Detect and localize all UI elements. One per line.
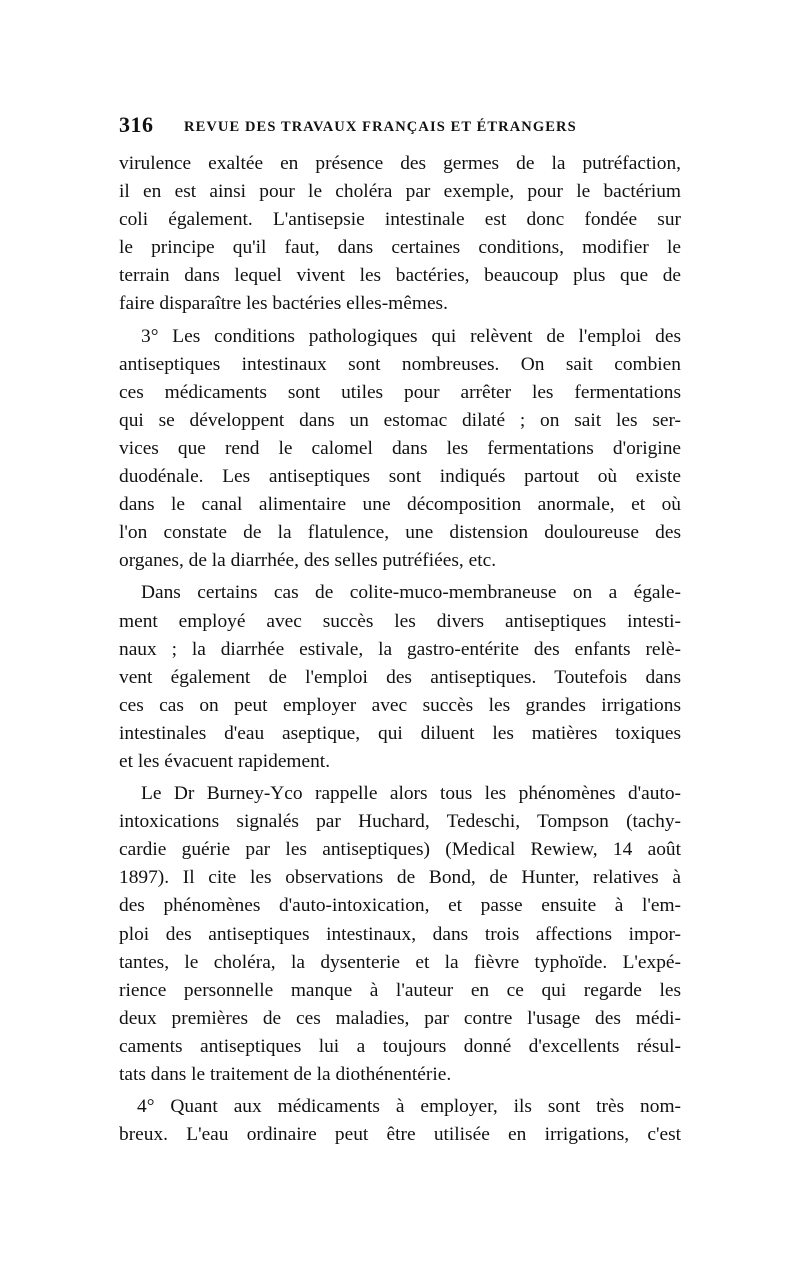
text-line: l'on constate de la flatulence, une distension douloureuse des — [119, 522, 681, 544]
paragraph-auto-intoxication — [119, 780, 681, 1089]
paragraph-colitis — [119, 579, 681, 776]
body-text — [119, 150, 681, 1153]
text-line: 1897). Il cite les observations de Bond, de Hunter, relatives à — [119, 867, 681, 889]
text-line: dans le canal alimentaire une décomposition anormale, et où — [119, 494, 681, 516]
text-line: naux ; la diarrhée estivale, la gastro-entérite des enfants relè- — [119, 638, 681, 660]
text-line: duodénale. Les antiseptiques sont indiqués partout où existe — [119, 466, 681, 488]
text-line: virulence exaltée en présence des germes de la putréfaction, — [119, 153, 681, 174]
text-line: ploi des antiseptiques intestinaux, dans trois affections impor- — [119, 923, 681, 945]
text-line: vent également de l'emploi des antiseptiques. Toutefois dans — [119, 666, 681, 688]
page-number: 316 — [119, 112, 154, 137]
text-line: tats dans le traitement de la diothénentérie. — [119, 1064, 452, 1085]
paragraph-pathological-conditions — [119, 323, 681, 576]
text-line: le principe qu'il faut, dans certaines conditions, modifier le — [119, 237, 681, 259]
text-line: terrain dans lequel vivent les bactéries, beaucoup plus que de — [119, 265, 681, 287]
running-head — [119, 112, 681, 142]
text-line: tantes, le choléra, la dysenterie et la fièvre typhoïde. L'expé- — [119, 951, 681, 973]
text-line: 3° Les conditions pathologiques qui relèvent de l'emploi des — [141, 325, 681, 347]
journal-title: REVUE DES TRAVAUX FRANÇAIS ET ÉTRANGERS — [184, 119, 577, 135]
text-line: qui se développent dans un estomac dilaté ; on sait les ser- — [119, 409, 681, 431]
paragraph-continuation — [119, 150, 681, 319]
text-line: il en est ainsi pour le choléra par exemple, pour le bactérium — [119, 181, 681, 203]
text-line: organes, de la diarrhée, des selles putréfiées, etc. — [119, 550, 497, 572]
text-line: faire disparaître les bactéries elles-mêmes. — [119, 293, 448, 315]
text-line: antiseptiques intestinaux sont nombreuses. On sait combien — [119, 353, 681, 375]
text-line: des phénomènes d'auto-intoxication, et passe ensuite à l'em- — [119, 895, 681, 917]
text-line: deux premières de ces maladies, par contre l'usage des médi- — [119, 1007, 681, 1029]
paragraph-medications — [119, 1093, 681, 1149]
text-line: Dans certains cas de colite-muco-membraneuse on a égale- — [141, 582, 681, 604]
text-line: cardie guérie par les antiseptiques) (Medical Rewiew, 14 août — [119, 839, 681, 861]
text-line: vices que rend le calomel dans les fermentations d'origine — [119, 437, 681, 459]
text-line: ces médicaments sont utiles pour arrêter les fermentations — [119, 381, 681, 403]
text-line: Le Dr Burney-Yco rappelle alors tous les phénomènes d'auto- — [141, 783, 681, 805]
text-line: et les évacuent rapidement. — [119, 750, 331, 772]
text-line: caments antiseptiques lui a toujours donné d'excellents résul- — [119, 1035, 681, 1057]
text-line: intoxications signalés par Huchard, Tedeschi, Tompson (tachy- — [119, 811, 681, 833]
text-line: rience personnelle manque à l'auteur en ce qui regarde les — [119, 979, 681, 1001]
text-line: ces cas on peut employer avec succès les grandes irrigations — [119, 694, 681, 716]
text-line: ment employé avec succès les divers antiseptiques intesti- — [119, 610, 681, 632]
text-line: intestinales d'eau aseptique, qui diluent les matières toxiques — [119, 722, 681, 744]
text-line: coli également. L'antisepsie intestinale est donc fondée sur — [119, 209, 681, 231]
text-line: breux. L'eau ordinaire peut être utilisée en irrigations, c'est — [119, 1124, 681, 1146]
text-line: 4° Quant aux médicaments à employer, ils sont très nom- — [137, 1096, 681, 1118]
